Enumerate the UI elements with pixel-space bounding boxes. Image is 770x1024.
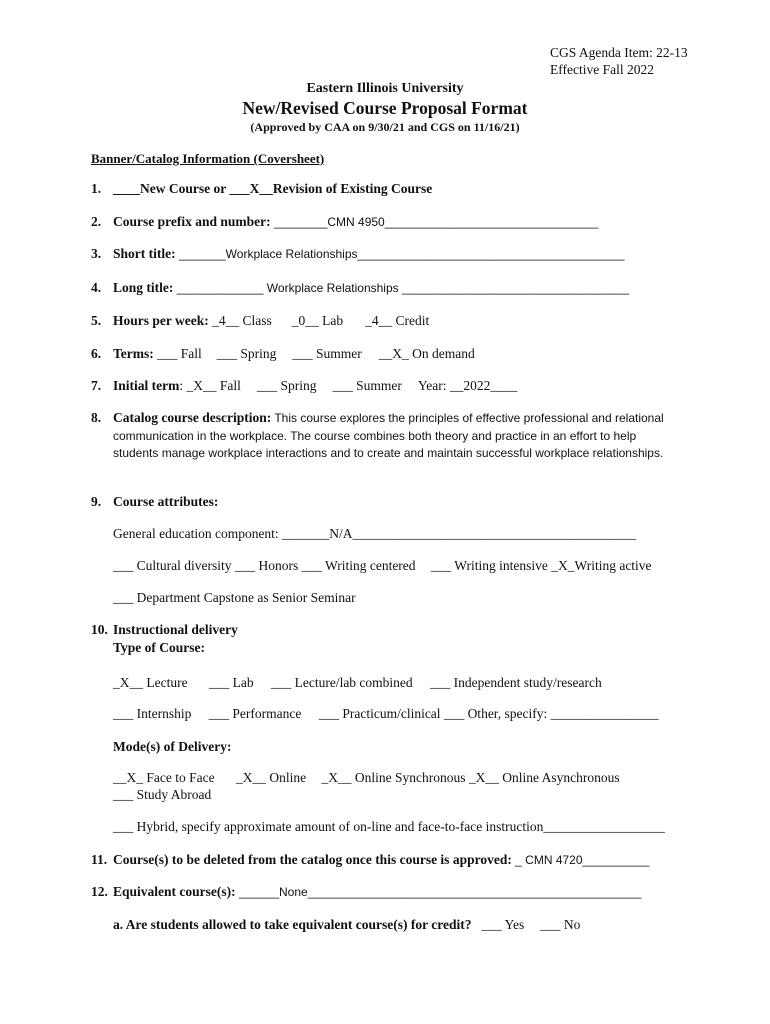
item-label: Long title: [113, 280, 174, 295]
hours-class: _4__ Class [208, 313, 272, 328]
section-title: Banner/Catalog Information (Coversheet) [91, 151, 325, 166]
document-title: New/Revised Course Proposal Format [242, 98, 528, 118]
item-label: Course attributes: [113, 494, 219, 509]
hours-lab: _0__ Lab [291, 313, 344, 328]
term-on-demand: __X_ On demand [378, 346, 475, 361]
description-text: This course explores the principles of effective professional and relational communication in the workplace. The course combines both theory and practice in an effort to help students manage workplace interactions and to create and maintain successful workplace relationships. [113, 411, 664, 460]
mode-online-asynchronous: _X__ Online Asynchronous [468, 770, 620, 785]
long-title: _____________ Workplace Relationships __________________________________ [173, 281, 629, 295]
item-label: Catalog course description: [113, 410, 272, 425]
type-lecture: _X__ Lecture [113, 675, 188, 690]
type-practicum: ___ Practicum/clinical [318, 706, 441, 721]
gen-ed-text: General education component: _______N/A__________________________________________ [113, 526, 637, 541]
item-label: Course prefix and number: [113, 214, 271, 229]
item-number: 3. [91, 246, 102, 261]
attr-writing-active: _X_Writing active [551, 558, 652, 573]
mode-hybrid: ___ Hybrid, specify approximate amount of on-line and face-to-face instruction__________________ [113, 819, 665, 834]
type-lab: ___ Lab [208, 675, 254, 690]
attr-honors: ___ Honors [234, 558, 299, 573]
attr-cultural-diversity: ___ Cultural diversity [113, 558, 232, 573]
item-number: 7. [91, 378, 102, 393]
item-label: Terms: [113, 346, 154, 361]
item-number: 9. [91, 494, 102, 509]
mode-online: _X__ Online [235, 770, 307, 785]
item-number: 8. [91, 410, 102, 425]
university-name: Eastern Illinois University [306, 81, 464, 96]
catalog-description [113, 409, 673, 463]
course-type: ____New Course or ___X__Revision of Existing Course [113, 181, 433, 196]
effective-date: Effective Fall 2022 [550, 62, 654, 77]
item-label: Short title: [113, 246, 176, 261]
type-independent-study: ___ Independent study/research [430, 675, 602, 690]
agenda-info [550, 44, 688, 78]
term-summer: ___ Summer [292, 346, 362, 361]
type-lecture-lab: ___ Lecture/lab combined [270, 675, 413, 690]
deleted-courses: _ CMN 4720__________ [511, 853, 650, 867]
item-label: Course(s) to be deleted from the catalog once this course is approved: [113, 852, 512, 867]
mode-face-to-face: __X_ Face to Face [113, 770, 215, 785]
initial-summer: ___ Summer [332, 378, 402, 393]
item-number: 1. [91, 181, 102, 196]
attr-writing-centered: ___ Writing centered [301, 558, 416, 573]
item-label: Initial term [113, 378, 180, 393]
initial-fall: : _X__ Fall [179, 378, 241, 393]
term-spring: ___ Spring [216, 346, 277, 361]
type-performance: ___ Performance [208, 706, 302, 721]
item-label: Hours per week: [113, 313, 209, 328]
item-number: 11. [91, 852, 108, 867]
initial-spring: ___ Spring [256, 378, 317, 393]
term-fall: ___ Fall [153, 346, 202, 361]
item-label: Equivalent course(s): [113, 884, 236, 899]
type-other: ___ Other, specify: ________________ [443, 706, 659, 721]
item-number: 12. [91, 884, 108, 899]
answer-yes: ___ Yes [481, 917, 525, 932]
modes-label: Mode(s) of Delivery: [113, 739, 232, 754]
item-number: 6. [91, 346, 102, 361]
hours-credit: _4__ Credit [365, 313, 430, 328]
item-number: 5. [91, 313, 102, 328]
item-number: 10. [91, 622, 108, 637]
item-label: Instructional delivery [113, 622, 238, 637]
type-label: Type of Course: [113, 640, 205, 655]
equivalent-courses: ______None__________________________________________________ [235, 885, 642, 899]
item-number: 4. [91, 280, 102, 295]
answer-no: ___ No [540, 917, 581, 932]
item-number: 2. [91, 214, 102, 229]
type-internship: ___ Internship [113, 706, 192, 721]
initial-year: Year: __2022____ [417, 378, 518, 393]
agenda-item: CGS Agenda Item: 22-13 [550, 45, 688, 60]
capstone-text: ___ Department Capstone as Senior Seminar [113, 590, 356, 605]
equivalent-credit-question: a. Are students allowed to take equivalent course(s) for credit? [113, 917, 472, 932]
mode-online-synchronous: _X__ Online Synchronous [321, 770, 466, 785]
mode-study-abroad: ___ Study Abroad [113, 787, 212, 802]
attr-writing-intensive: ___ Writing intensive [430, 558, 548, 573]
short-title: _______Workplace Relationships________________________________________ [175, 247, 625, 261]
course-prefix-number: ________CMN 4950________________________________ [270, 215, 599, 229]
approval-note: (Approved by CAA on 9/30/21 and CGS on 11/16/21) [250, 120, 520, 134]
